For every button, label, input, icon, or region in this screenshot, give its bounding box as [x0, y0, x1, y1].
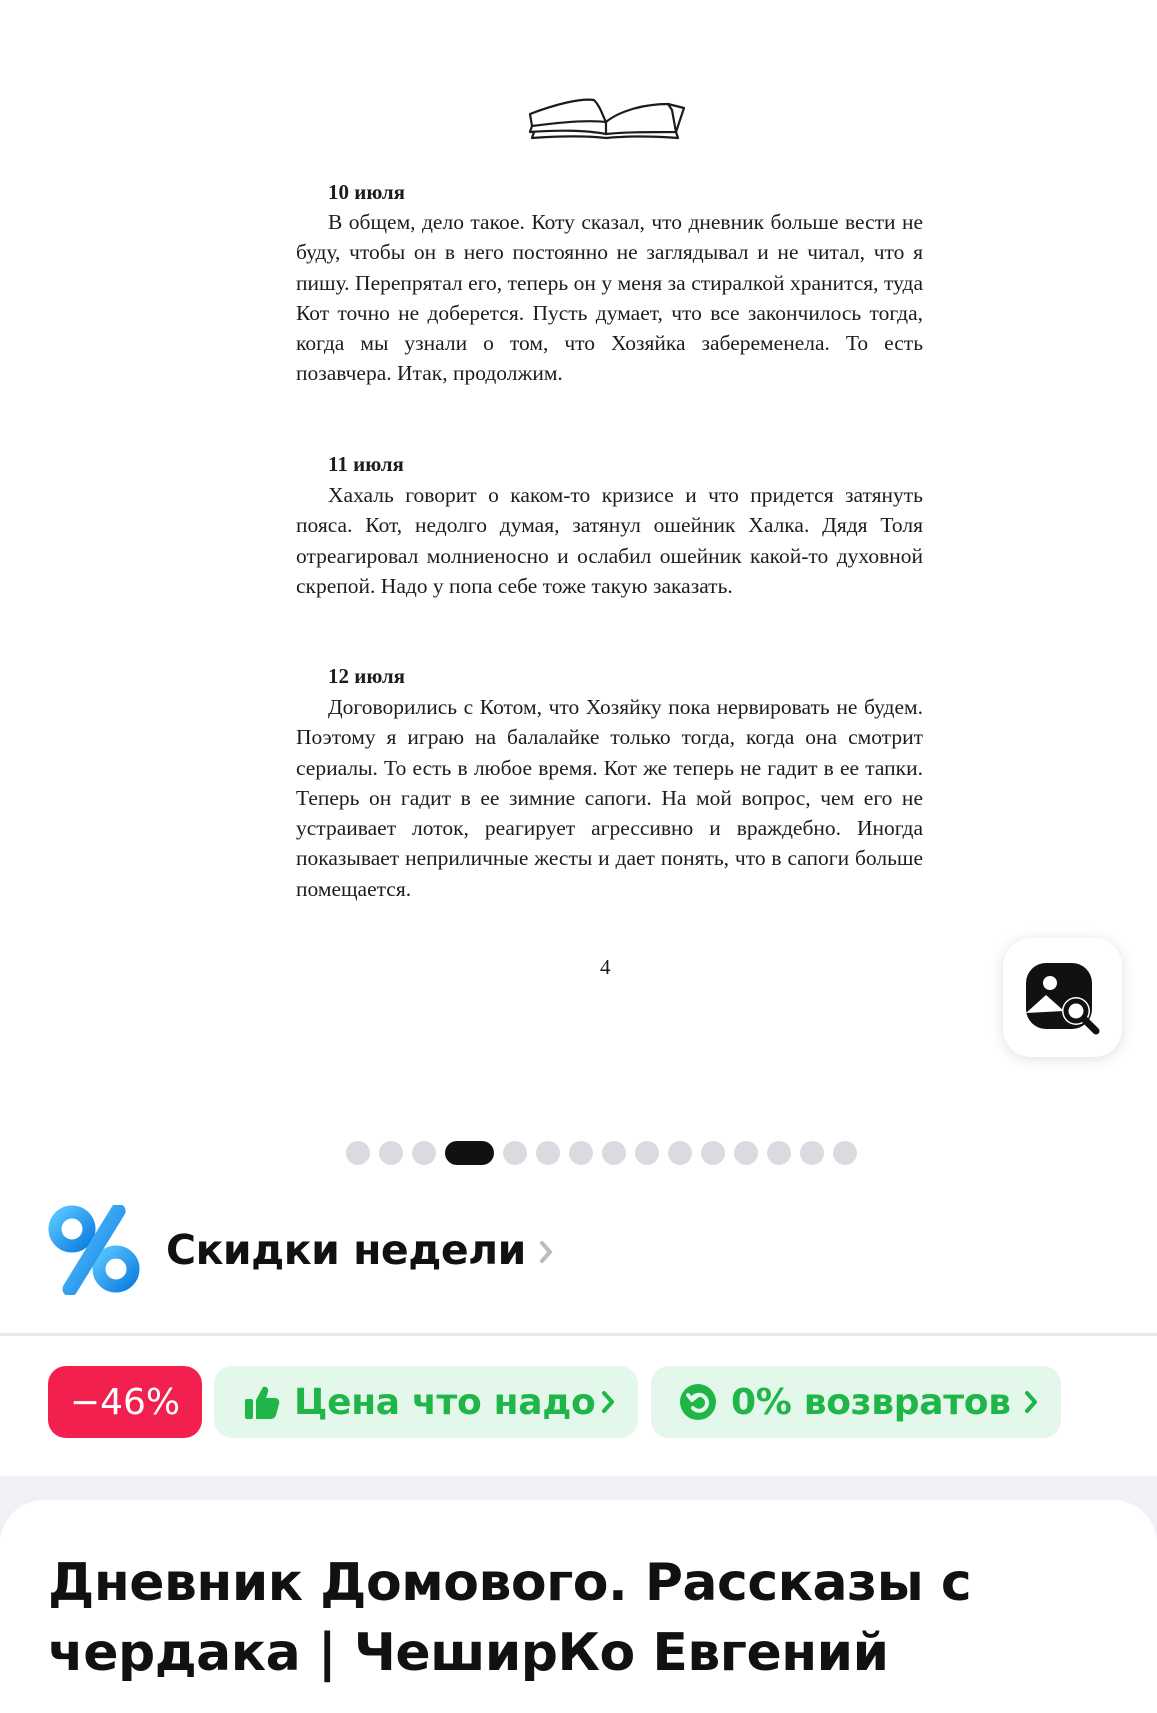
image-search-icon	[1024, 961, 1102, 1035]
chevron-right-icon	[1023, 1388, 1039, 1416]
badges-row	[0, 1336, 1157, 1476]
entry-text: В общем, дело такое. Коту сказал, что дневник больше вести не буду, чтобы он в него постоянно не заглядывал и не читал, что я пишу. Перепрятал его, теперь он у меня за стиралкой хранится, туда Кот точно не доберется. Пусть думает, что все закончилось тогда, когда мы узнали о том, что Хозяйка забеременела. То есть позавчера. Итак, продолжим.	[296, 210, 923, 386]
product-info-card	[0, 1500, 1157, 1713]
carousel-dot[interactable]	[668, 1141, 692, 1165]
carousel-dot[interactable]	[635, 1141, 659, 1165]
return-icon	[679, 1383, 717, 1421]
returns-badge[interactable]	[651, 1366, 1061, 1438]
product-title: Дневник Домового. Рассказы с чердака | ЧеширКо Евгений	[48, 1553, 972, 1683]
carousel-dot-active[interactable]	[445, 1141, 494, 1165]
chevron-right-icon	[600, 1388, 616, 1416]
carousel-dot[interactable]	[412, 1141, 436, 1165]
carousel-dot[interactable]	[701, 1141, 725, 1165]
price-badge[interactable]	[214, 1366, 638, 1438]
carousel-dot[interactable]	[602, 1141, 626, 1165]
percent-icon	[48, 1205, 140, 1295]
entry-date: 10 июля	[328, 180, 406, 204]
carousel-dot[interactable]	[767, 1141, 791, 1165]
carousel-dot[interactable]	[800, 1141, 824, 1165]
entry-date: 12 июля	[328, 664, 406, 688]
carousel-dot[interactable]	[346, 1141, 370, 1165]
thumbs-up-icon	[244, 1384, 280, 1420]
open-book-icon	[526, 92, 692, 144]
discount-badge: −46%	[48, 1366, 202, 1438]
carousel-dot[interactable]	[569, 1141, 593, 1165]
entry-date: 11 июля	[328, 452, 404, 476]
book-page-number: 4	[600, 955, 611, 979]
entry-text: Договорились с Котом, что Хозяйку пока нервировать не будем. Поэтому я играю на балалайке только тогда, когда она смотрит сериалы. То есть в любое время. Кот же теперь не гадит в ее тапки. Теперь он гадит в ее зимние сапоги. На мой вопрос, чем его не устраивает лоток, реагирует агрессивно и враждебно. Иногда показывает неприличные жесты и дает понять, что в сапоги больше помещается.	[296, 695, 923, 901]
price-badge-label: Цена что надо	[294, 1381, 596, 1423]
chevron-right-icon	[538, 1239, 554, 1265]
carousel-dot[interactable]	[734, 1141, 758, 1165]
entry-text: Хахаль говорит о каком-то кризисе и что придется затянуть пояса. Кот, недолго думая, затянул ошейник Халка. Дядя Толя отреагировал молниеносно и ослабил ошейник какой-то духовной скрепой. Надо у попа себе тоже такую заказать.	[296, 483, 923, 598]
weekly-discounts-link[interactable]	[48, 1205, 568, 1295]
returns-badge-label: 0% возвратов	[731, 1381, 1011, 1423]
carousel-dot[interactable]	[503, 1141, 527, 1165]
carousel-dot[interactable]	[833, 1141, 857, 1165]
carousel-dot[interactable]	[536, 1141, 560, 1165]
photo-search-button[interactable]	[1003, 938, 1122, 1057]
weekly-discounts-label: Скидки недели	[166, 1226, 526, 1274]
carousel-dot[interactable]	[379, 1141, 403, 1165]
